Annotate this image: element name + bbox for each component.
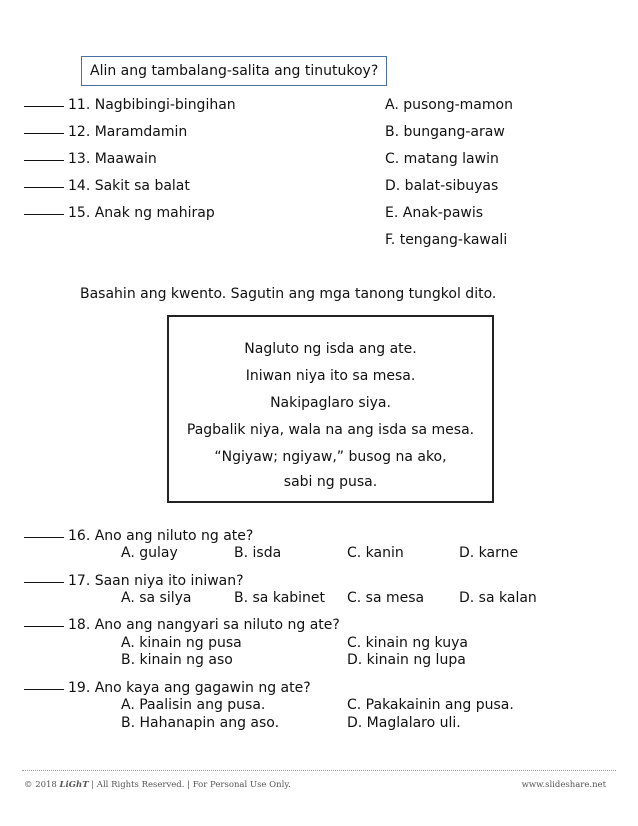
question-text: Ano kaya ang gagawin ng ate? — [94, 680, 311, 696]
matching-item — [24, 178, 190, 195]
copyright-text: © 2018 — [24, 780, 57, 790]
matching-choice: D. balat-sibuyas — [385, 178, 499, 194]
story-line: “Ngiyaw; ngiyaw,” busog na ako, — [214, 449, 447, 465]
answer-blank[interactable] — [24, 536, 64, 538]
matching-choice: F. tengang-kawali — [385, 232, 508, 248]
answer-blank[interactable] — [24, 132, 64, 134]
answer-blank[interactable] — [24, 581, 64, 583]
answer-option[interactable]: B. kinain ng aso — [121, 652, 233, 668]
question — [24, 573, 244, 590]
question-text: Ano ang nangyari sa niluto ng ate? — [94, 617, 340, 633]
answer-option[interactable]: C. kinain ng kuya — [347, 635, 468, 651]
item-number: 11. — [68, 97, 91, 113]
reading-instruction: Basahin ang kwento. Sagutin ang mga tanong tungkol dito. — [80, 286, 497, 302]
matching-choice: C. matang lawin — [385, 151, 499, 167]
matching-item — [24, 124, 187, 141]
item-text: Maramdamin — [94, 124, 188, 140]
story-box — [167, 315, 494, 503]
answer-option[interactable]: D. sa kalan — [459, 590, 537, 606]
answer-blank[interactable] — [24, 159, 64, 161]
item-number: 12. — [68, 124, 91, 140]
story-line: sabi ng pusa. — [283, 474, 378, 490]
item-text: Nagbibingi-bingihan — [94, 97, 236, 113]
instruction-box — [81, 56, 387, 86]
item-text: Anak ng mahirap — [94, 205, 215, 221]
answer-blank[interactable] — [24, 213, 64, 215]
question-number: 16. — [68, 528, 91, 544]
question-number: 18. — [68, 617, 91, 633]
story-line: Nakipaglaro siya. — [270, 395, 391, 411]
answer-option[interactable]: C. kanin — [347, 545, 404, 561]
matching-choice: A. pusong-mamon — [385, 97, 513, 113]
answer-option[interactable]: B. sa kabinet — [234, 590, 326, 606]
rights-text: | All Rights Reserved. | For Personal Use Only. — [91, 780, 291, 790]
matching-item — [24, 97, 236, 114]
answer-option[interactable]: C. Pakakainin ang pusa. — [347, 697, 514, 713]
footer-copyright — [24, 780, 291, 790]
story-line: Iniwan niya ito sa mesa. — [245, 368, 416, 384]
question-number: 17. — [68, 573, 91, 589]
question — [24, 680, 311, 697]
footer-site-link[interactable]: www.slideshare.net — [521, 780, 606, 790]
item-number: 13. — [68, 151, 91, 167]
item-text: Maawain — [94, 151, 157, 167]
answer-option[interactable]: D. karne — [459, 545, 519, 561]
answer-option[interactable]: B. Hahanapin ang aso. — [121, 715, 280, 731]
matching-item — [24, 205, 215, 222]
answer-option[interactable]: A. Paalisin ang pusa. — [121, 697, 266, 713]
matching-item — [24, 151, 157, 168]
footer-divider — [22, 770, 616, 771]
brand-name: LiGhT — [59, 780, 89, 790]
item-number: 14. — [68, 178, 91, 194]
question — [24, 528, 253, 545]
story-line: Nagluto ng isda ang ate. — [244, 341, 417, 357]
item-number: 15. — [68, 205, 91, 221]
answer-option[interactable]: D. kinain ng lupa — [347, 652, 466, 668]
instruction-text: Alin ang tambalang-salita ang tinutukoy? — [90, 63, 379, 79]
answer-option[interactable]: B. isda — [234, 545, 282, 561]
story-line: Pagbalik niya, wala na ang isda sa mesa. — [186, 422, 475, 438]
answer-option[interactable]: A. sa silya — [121, 590, 192, 606]
question-number: 19. — [68, 680, 91, 696]
answer-option[interactable]: D. Maglalaro uli. — [347, 715, 461, 731]
matching-choice: E. Anak-pawis — [385, 205, 484, 221]
answer-option[interactable]: A. kinain ng pusa — [121, 635, 242, 651]
answer-blank[interactable] — [24, 186, 64, 188]
answer-blank[interactable] — [24, 105, 64, 107]
answer-option[interactable]: C. sa mesa — [347, 590, 425, 606]
answer-blank[interactable] — [24, 688, 64, 690]
matching-choice: B. bungang-araw — [385, 124, 505, 140]
question-text: Ano ang niluto ng ate? — [94, 528, 254, 544]
question — [24, 617, 340, 634]
answer-blank[interactable] — [24, 625, 64, 627]
answer-option[interactable]: A. gulay — [121, 545, 178, 561]
item-text: Sakit sa balat — [94, 178, 190, 194]
question-text: Saan niya ito iniwan? — [94, 573, 244, 589]
